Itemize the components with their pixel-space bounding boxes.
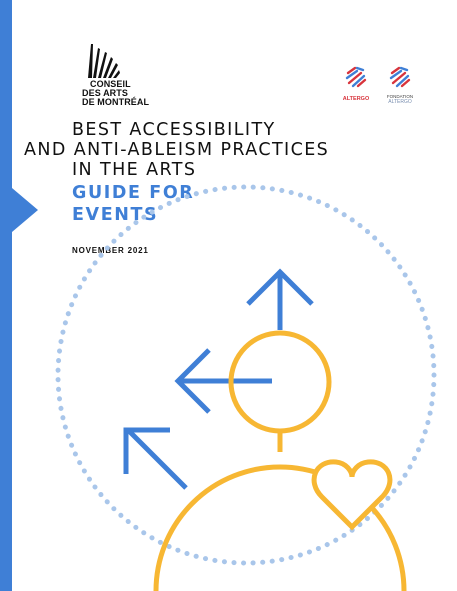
altergo-name: ALTERGO bbox=[342, 96, 370, 102]
subtitle-line-1: GUIDE FOR bbox=[72, 183, 195, 203]
fondation-line-1: FONDATION bbox=[386, 94, 414, 99]
title-line-2: AND ANTI-ABLEISM PRACTICES bbox=[24, 140, 330, 160]
fondation-line-2: ALTERGO bbox=[388, 99, 412, 105]
publication-date: NOVEMBER 2021 bbox=[72, 246, 149, 255]
logo-line-2: DES ARTS bbox=[82, 88, 128, 98]
person-figure-icon bbox=[156, 333, 404, 591]
logo-line-1: CONSEIL bbox=[90, 79, 131, 89]
title-line-3: IN THE ARTS bbox=[72, 160, 197, 180]
title-line-1: BEST ACCESSIBILITY bbox=[72, 120, 276, 140]
logo-line-3: DE MONTRÉAL bbox=[82, 97, 150, 107]
arrows-icon bbox=[126, 272, 312, 488]
dotted-circle-icon bbox=[58, 187, 434, 563]
subtitle-line-2: EVENTS bbox=[72, 205, 159, 225]
